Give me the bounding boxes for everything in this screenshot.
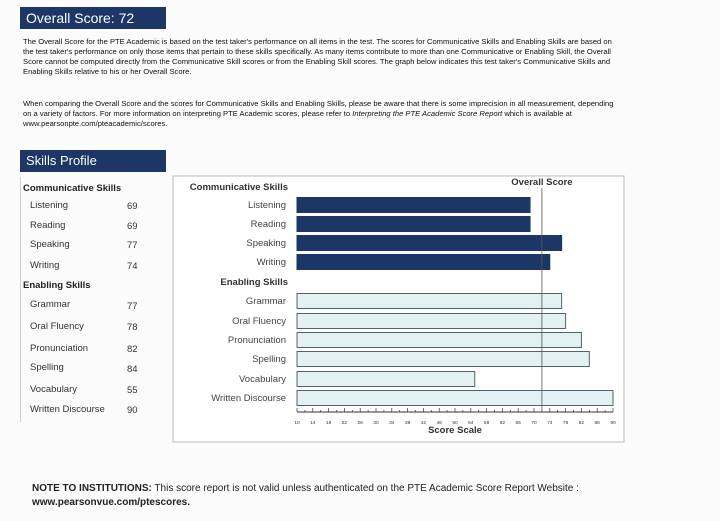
x-tick-label: 38 xyxy=(404,421,411,426)
chart-label-written-discourse: Written Discourse xyxy=(211,393,286,404)
chart-label-listening: Listening xyxy=(247,200,286,211)
x-tick-label: 86 xyxy=(594,421,600,426)
x-tick-label: 78 xyxy=(562,421,569,426)
chart-label-grammar: Grammar xyxy=(245,296,286,307)
x-tick-label: 82 xyxy=(578,421,585,426)
x-tick-label: 30 xyxy=(373,421,379,426)
x-tick-label: 58 xyxy=(483,421,490,426)
skills-profile-header: Skills Profile xyxy=(20,150,166,172)
note-url: www.pearsonvue.com/ptescores. xyxy=(32,497,191,508)
skill-score-grammar: 77 xyxy=(127,301,138,312)
intro-p2-end: which is available at www.pearsonpte.com/pteacademic/scores. xyxy=(23,109,572,129)
chart-label-reading: Reading xyxy=(250,219,286,230)
bar-grammar xyxy=(297,294,562,309)
x-tick-label: 90 xyxy=(610,421,616,426)
bar-writing xyxy=(297,255,550,270)
skill-name-oral-fluency: Oral Fluency xyxy=(30,321,84,332)
skill-score-oral-fluency: 78 xyxy=(127,322,138,333)
communicative-skills-heading: Communicative Skills xyxy=(23,183,122,194)
bar-listening xyxy=(297,198,530,213)
chart-label-writing: Writing xyxy=(256,257,286,268)
overall-score-label: Overall Score xyxy=(511,177,573,188)
enabling-skills-heading: Enabling Skills xyxy=(23,280,91,291)
skill-name-speaking: Speaking xyxy=(30,239,70,250)
skill-name-pronunciation: Pronunciation xyxy=(30,343,89,354)
overall-score-label: Overall Score: xyxy=(26,10,115,26)
bar-vocabulary xyxy=(297,372,475,387)
bar-oral-fluency xyxy=(297,314,566,329)
x-tick-label: 46 xyxy=(436,421,442,426)
bar-speaking xyxy=(297,236,562,251)
x-tick-label: 66 xyxy=(515,421,521,426)
chart-label-spelling: Spelling xyxy=(252,354,286,365)
bar-spelling xyxy=(297,352,589,367)
x-tick-label: 70 xyxy=(531,421,537,426)
skill-score-spelling: 84 xyxy=(127,364,138,375)
x-axis-label: Score Scale xyxy=(428,425,482,436)
skill-score-writing: 74 xyxy=(127,261,138,272)
skill-score-pronunciation: 82 xyxy=(127,344,138,355)
x-tick-label: 14 xyxy=(310,421,316,426)
skill-score-reading: 69 xyxy=(127,221,138,232)
skill-score-listening: 69 xyxy=(127,201,138,212)
skill-name-written-discourse: Written Discourse xyxy=(30,404,105,415)
intro-paragraph-1: The Overall Score for the PTE Academic is based on the test taker's performance on all items in the test. The scores for Communicative Skills and Enabling Skills are based on the test taker's performance on only those items that pertain to these skills specifically. As many items contribute to more than one Communicative or Enabling Skill, the Overall Score cannot be computed directly from the Communicative Skill scores or from the Enabling Skill scores. The graph below indicates this test taker's Communicative Skills and Enabling Skills relative to his or her Overall Score. xyxy=(23,37,612,77)
skill-name-grammar: Grammar xyxy=(30,299,71,310)
x-tick-label: 42 xyxy=(420,421,427,426)
note-text: This score report is not valid unless authenticated on the PTE Academic Score Report Website : xyxy=(151,483,579,494)
skill-name-writing: Writing xyxy=(30,260,60,271)
skill-score-speaking: 77 xyxy=(127,240,138,251)
x-tick-label: 22 xyxy=(341,421,348,426)
x-tick-label: 74 xyxy=(547,421,553,426)
x-tick-label: 50 xyxy=(452,421,458,426)
skill-name-reading: Reading xyxy=(30,220,66,231)
bar-written-discourse xyxy=(297,391,613,406)
x-tick-label: 54 xyxy=(468,421,474,426)
bar-reading xyxy=(297,217,530,232)
chart-label-vocabulary: Vocabulary xyxy=(238,374,286,385)
skill-name-listening: Listening xyxy=(30,200,69,211)
institution-note xyxy=(32,482,592,510)
chart-label-oral-fluency: Oral Fluency xyxy=(232,316,286,327)
skill-score-vocabulary: 55 xyxy=(127,385,138,396)
x-tick-label: 34 xyxy=(389,421,395,426)
x-tick-label: 62 xyxy=(499,421,506,426)
skill-name-spelling: Spelling xyxy=(30,362,64,373)
intro-p2-italic: Interpreting the PTE Academic Score Report xyxy=(352,109,503,119)
intro-p2-start: When comparing the Overall Score and the scores for Communicative Skills and Enabling Skills, please be aware that there is some imprecision in all measurement, depending on a variety of factors. For more information on interpreting PTE Academic scores, please refer to xyxy=(23,99,614,119)
skill-score-written-discourse: 90 xyxy=(127,405,138,416)
chart-group-heading: Enabling Skills xyxy=(220,277,288,288)
chart-label-speaking: Speaking xyxy=(246,238,286,249)
overall-score-value: 72 xyxy=(118,10,135,26)
skill-name-vocabulary: Vocabulary xyxy=(30,384,78,395)
chart-label-pronunciation: Pronunciation xyxy=(227,335,286,346)
x-tick-label: 26 xyxy=(357,421,363,426)
note-label: NOTE TO INSTITUTIONS: xyxy=(32,483,152,494)
chart-group-heading: Communicative Skills xyxy=(189,182,288,193)
x-tick-label: 10 xyxy=(294,421,300,426)
bar-pronunciation xyxy=(297,333,581,348)
x-tick-label: 18 xyxy=(325,421,332,426)
